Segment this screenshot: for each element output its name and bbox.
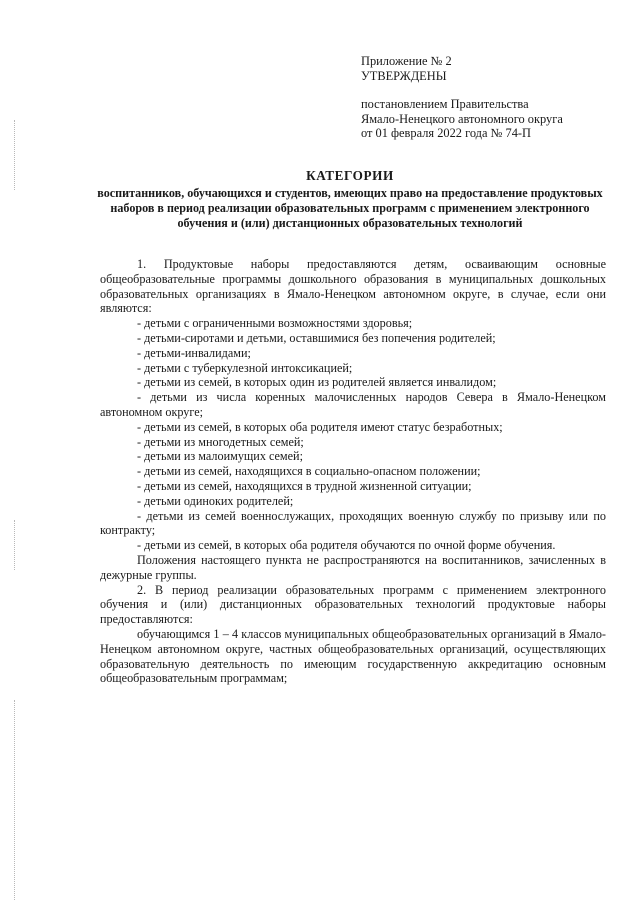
list-item: - детьми из семей, находящихся в социально-опасном положении;	[137, 464, 481, 479]
approved-label: УТВЕРЖДЕНЫ	[361, 68, 447, 83]
section-1-intro: 1. Продуктовые наборы предоставляются детям, осваивающим основные общеобразовательные программы дошкольного образования в муниципальных дошкольных образовательных организациях в Ямало-Ненецком автономном округе, в случае, если они являются:	[100, 257, 606, 316]
list-item: - детьми из числа коренных малочисленных народов Севера в Ямало-Ненецком автономном округе;	[100, 390, 606, 419]
scan-edge-mark	[14, 520, 15, 570]
section-2-item: обучающимся 1 – 4 классов муниципальных общеобразовательных организаций в Ямало-Ненецком автономном округе, частных общеобразовательных организаций, осуществляющих образовательную деятельность по имеющим государственную аккредитацию основным общеобразовательным программам;	[100, 626, 606, 686]
list-item: - детьми из семей, в которых оба родителя имеют статус безработных;	[137, 419, 503, 434]
list-item: - детьми с ограниченными возможностями здоровья;	[137, 316, 413, 331]
list-item: - детьми с туберкулезной интоксикацией;	[137, 360, 353, 375]
list-item: - детьми-сиротами и детьми, оставшимися без попечения родителей;	[137, 330, 496, 345]
document-subtitle: воспитанников, обучающихся и студентов, имеющих право на предоставление продуктовых наборов в период реализации образовательных программ с применением электронного обучения и (или) дистанционных образовательных технологий	[97, 186, 603, 230]
list-item: - детьми из семей, в которых оба родителя обучаются по очной форме обучения.	[137, 538, 556, 553]
list-item: - детьми из семей, в которых один из родителей является инвалидом;	[137, 375, 497, 390]
document-title-block	[96, 168, 604, 230]
decree-line: Ямало-Ненецкого автономного округа	[361, 111, 563, 126]
list-item: - детьми-инвалидами;	[137, 345, 251, 360]
list-item: - детьми из семей, находящихся в трудной жизненной ситуации;	[137, 478, 472, 493]
scan-edge-mark	[14, 700, 15, 900]
list-item: - детьми из многодетных семей;	[137, 434, 304, 449]
approval-stamp-block	[361, 54, 621, 141]
list-item: - детьми из семей военнослужащих, проходящих военную службу по призыву или по контракту;	[100, 508, 606, 538]
section-1-note: Положения настоящего пункта не распространяются на воспитанников, зачисленных в дежурные группы.	[100, 552, 606, 582]
decree-date-line: от 01 февраля 2022 года № 74-П	[361, 126, 531, 141]
list-item: - детьми одиноких родителей;	[137, 493, 294, 508]
list-item: - детьми из малоимущих семей;	[137, 449, 303, 464]
decree-line: постановлением Правительства	[361, 97, 529, 112]
appendix-number: Приложение № 2	[361, 54, 452, 68]
document-title: КАТЕГОРИИ	[306, 168, 394, 183]
document-body	[100, 257, 606, 686]
category-list	[100, 316, 606, 553]
scan-edge-mark	[14, 120, 15, 190]
section-2-intro: 2. В период реализации образовательных программ с применением электронного обучения и (или) дистанционных образовательных технологий продуктовые наборы предоставляются:	[100, 582, 606, 627]
